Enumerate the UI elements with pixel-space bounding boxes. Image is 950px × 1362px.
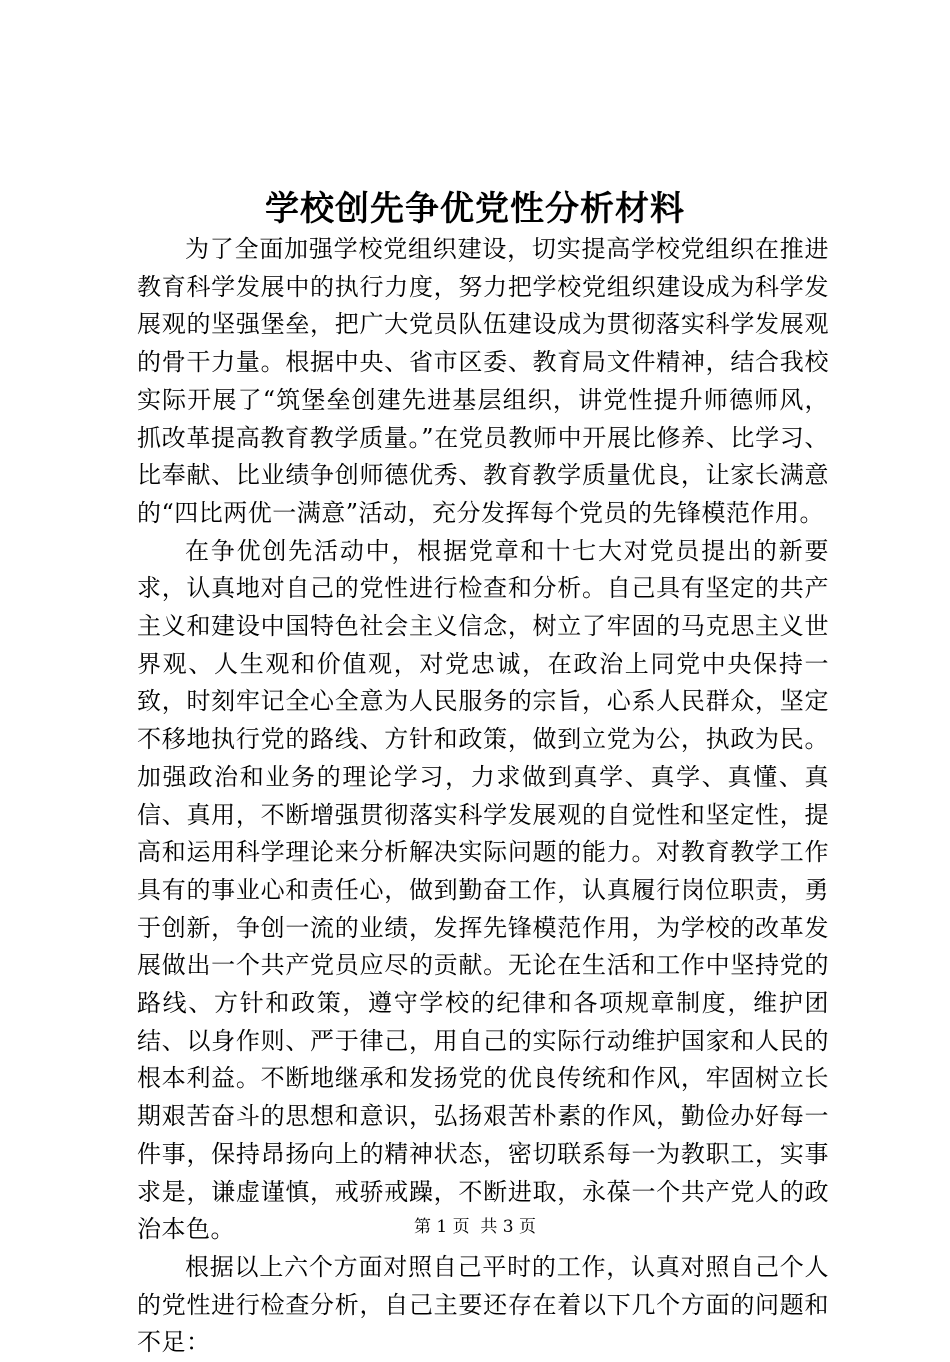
paragraph-3: 根据以上六个方面对照自己平时的工作，认真对照自己个人的党性进行检查分析，自己主要还存在着以下几个方面的问题和不足： xyxy=(137,1252,829,1357)
page-total: 共 3 页 xyxy=(480,1217,537,1237)
document-title: 学校创先争优党性分析材料 xyxy=(265,189,685,229)
paragraph-1: 为了全面加强学校党组织建设，切实提高学校党组织在推进教育科学发展中的执行力度，努力把学校党组织建设成为科学发展观的坚强堡垒，把广大党员队伍建设成为贯彻落实科学发展观的骨干力量。根据中央、省市区委、教育局文件精神，结合我校实际开展了“筑堡垒创建先进基层组织，讲党性提升师德师风，抓改革提高教育教学质量。”在党员教师中开展比修养、比学习、比奉献、比业绩争创师德优秀、教育教学质量优良，让家长满意的“四比两优一满意”活动，充分发挥每个党员的先锋模范作用。 xyxy=(137,235,829,527)
paragraph-2: 在争优创先活动中，根据党章和十七大对党员提出的新要求，认真地对自己的党性进行检查和分析。自己具有坚定的共产主义和建设中国特色社会主义信念，树立了牢固的马克思主义世界观、人生观和价值观，对党忠诚，在政治上同党中央保持一致，时刻牢记全心全意为人民服务的宗旨，心系人民群众，坚定不移地执行党的路线、方针和政策，做到立党为公，执政为民。加强政治和业务的理论学习，力求做到真学、真学、真懂、真信、真用，不断增强贯彻落实科学发展观的自觉性和坚定性，提高和运用科学理论来分析解决实际问题的能力。对教育教学工作具有的事业心和责任心，做到勤奋工作，认真履行岗位职责，勇于创新，争创一流的业绩，发挥先锋模范作用，为学校的改革发展做出一个共产党员应尽的贡献。无论在生活和工作中坚持党的路线、方针和政策，遵守学校的纪律和各项规章制度，维护团结、以身作则、严于律己，用自己的实际行动维护国家和人民的根本利益。不断地继承和发扬党的优良传统和作风，牢固树立长期艰苦奋斗的思想和意识，弘扬艰苦朴素的作风，勤俭办好每一件事，保持昂扬向上的精神状态，密切联系每一为教职工，实事求是，谦虚谨慎，戒骄戒躁，不断进取，永葆一个共产党人的政治本色。 xyxy=(137,536,829,1244)
footer-spacer xyxy=(470,1217,481,1237)
page-number: 第 1 页 xyxy=(413,1217,470,1237)
document-body xyxy=(137,231,829,1362)
page-footer xyxy=(0,1215,950,1239)
